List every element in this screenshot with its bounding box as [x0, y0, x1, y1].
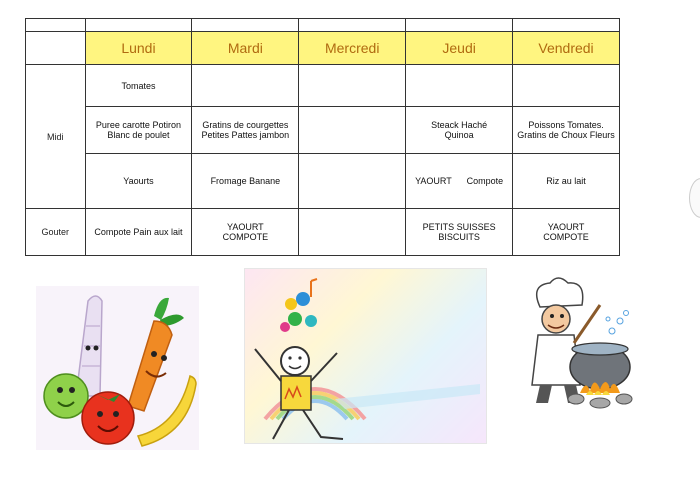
day-header-vendredi: Vendredi [513, 32, 620, 65]
day-header-mardi: Mardi [192, 32, 299, 65]
menu-cell: Compote Pain aux lait [85, 209, 192, 256]
midi-row-3 [26, 154, 620, 209]
menu-cell: Gratins de courgettes Petites Pattes jambon [192, 107, 299, 154]
section-label-midi: Midi [26, 65, 86, 209]
vegetables-illustration [36, 286, 199, 450]
menu-cell: Puree carotte Potiron Blanc de poulet [85, 107, 192, 154]
spacer-cell [299, 19, 406, 32]
menu-cell: Riz au lait [513, 154, 620, 209]
chef-illustration [516, 275, 646, 415]
spacer-cell [513, 19, 620, 32]
day-header-mercredi: Mercredi [299, 32, 406, 65]
school-menu-table [25, 18, 620, 256]
midi-row-1 [26, 65, 620, 107]
menu-cell [192, 65, 299, 107]
menu-cell: Yaourts [85, 154, 192, 209]
menu-cell: YAOURT COMPOTE [513, 209, 620, 256]
menu-cell [299, 154, 406, 209]
spacer-cell [26, 19, 86, 32]
section-label-gouter: Gouter [26, 209, 86, 256]
menu-cell [299, 65, 406, 107]
menu-cell: Tomates [85, 65, 192, 107]
menu-cell: Poissons Tomates. Gratins de Choux Fleurs [513, 107, 620, 154]
menu-cell: Fromage Banane [192, 154, 299, 209]
header-row [26, 32, 620, 65]
gouter-row [26, 209, 620, 256]
menu-cell: YAOURT COMPOTE [192, 209, 299, 256]
spacer-cell [192, 19, 299, 32]
day-header-lundi: Lundi [85, 32, 192, 65]
edge-scroll-handle[interactable] [689, 178, 700, 218]
table-spacer-row [26, 19, 620, 32]
vegetables-cartoon-icon [36, 286, 199, 450]
chef-cooking-icon [516, 275, 646, 415]
menu-cell [513, 65, 620, 107]
day-header-jeudi: Jeudi [406, 32, 513, 65]
child-drawing-illustration [244, 268, 487, 444]
menu-cell [406, 65, 513, 107]
spacer-cell [406, 19, 513, 32]
menu-cell [299, 209, 406, 256]
midi-row-2 [26, 107, 620, 154]
child-rainbow-icon [245, 269, 486, 443]
menu-cell [299, 107, 406, 154]
spacer-cell [85, 19, 192, 32]
menu-cell: Steack Haché Quinoa [406, 107, 513, 154]
menu-cell: PETITS SUISSES BISCUITS [406, 209, 513, 256]
menu-cell: YAOURT Compote [406, 154, 513, 209]
header-corner [26, 32, 86, 65]
